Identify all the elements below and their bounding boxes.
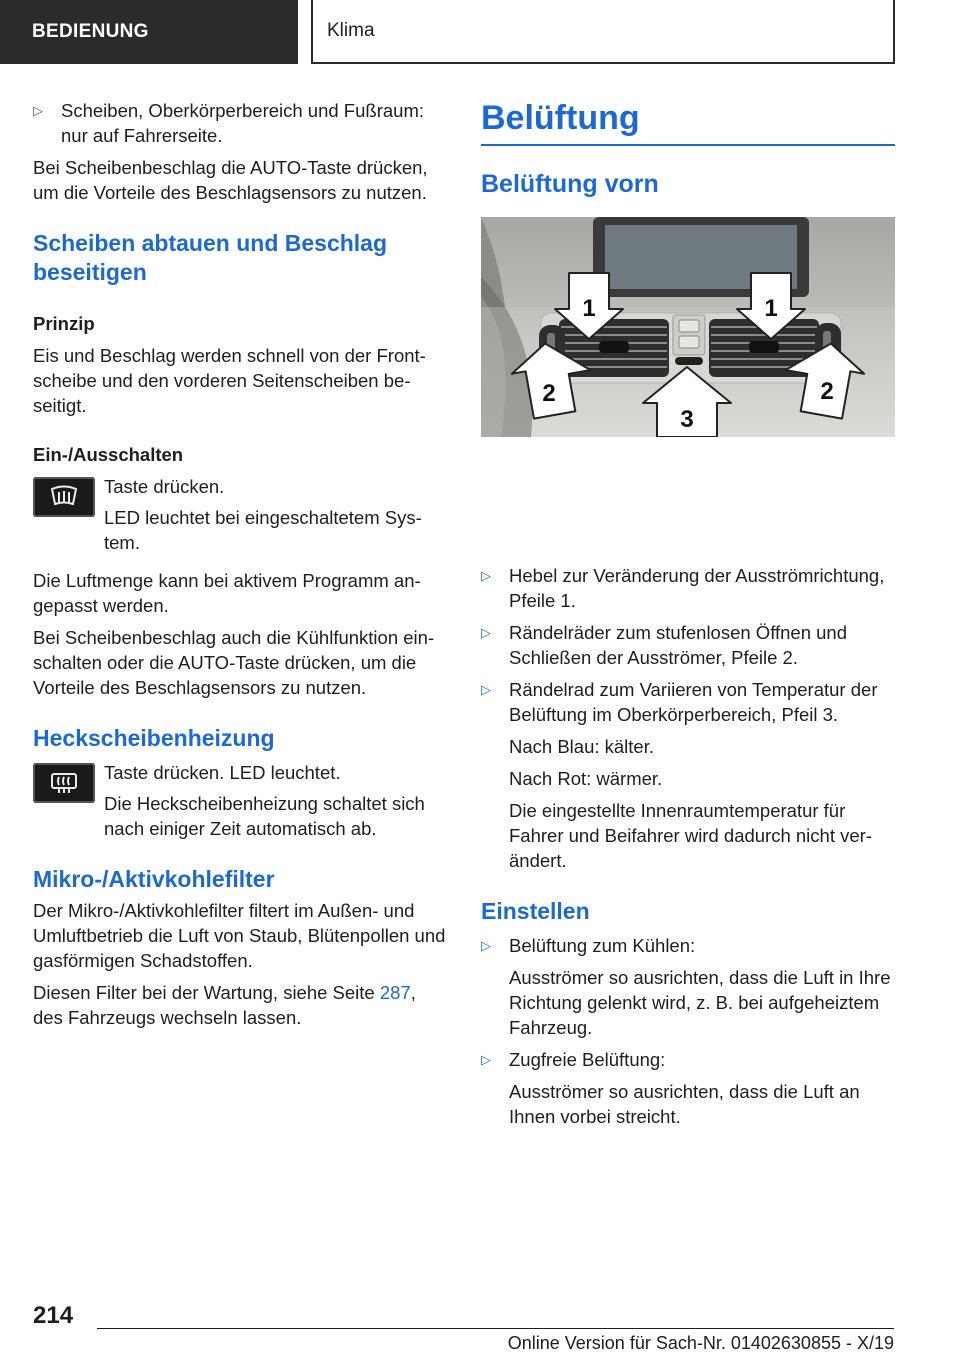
list-item: ▷ Zugfreie Belüftung: xyxy=(481,1049,666,1070)
page-header xyxy=(0,0,960,66)
list-item: ▷ Scheiben, Oberkörperbereich und Fußraum: nur auf Fahrerseite. xyxy=(33,100,424,146)
arrow-label-1-right: 1 xyxy=(764,295,778,322)
red-note: Nach Rot: wärmer. xyxy=(509,768,663,789)
rear-line-1: Taste drücken. LED leuchtet. xyxy=(104,762,341,783)
arrow-label-2-left: 2 xyxy=(542,380,556,407)
onoff-line-1: Taste drücken. xyxy=(104,476,225,497)
draft-text: Ausströmer so ausrichten, dass die Luft an Ihnen vorbei streicht. xyxy=(509,1081,860,1127)
list-item: ▷ Belüftung zum Kühlen: xyxy=(481,935,696,956)
page-number: 214 xyxy=(33,1302,74,1329)
temperature-note: Die eingestellte Innenraumtemperatur für Fahrer und Beifahrer wird dadurch nicht verändert. xyxy=(509,800,872,871)
footer-version: Online Version für Sach-Nr. 01402630855 - X/19 xyxy=(507,1333,894,1353)
vent-figure xyxy=(481,217,895,437)
section-tab: BEDIENUNG xyxy=(0,0,298,64)
right-column xyxy=(481,98,895,1129)
chapter-title: Klima xyxy=(311,0,895,64)
triangle-right-icon: ▷ xyxy=(481,625,491,640)
principle-text: Eis und Beschlag werden schnell von der Frontscheibe und den vorderen Seitenscheiben beseitigt. xyxy=(33,345,426,416)
triangle-right-icon: ▷ xyxy=(481,1052,491,1067)
defrost-block xyxy=(33,474,448,555)
page-link[interactable]: 287 xyxy=(379,982,411,1003)
rear-window-heating-icon xyxy=(33,763,95,803)
intro-paragraph: Bei Scheibenbeschlag die AUTO-Taste drücken, um die Vorteile des Beschlagsensors zu nutzen. xyxy=(33,157,428,203)
arrow-label-1-left: 1 xyxy=(582,295,596,322)
defrost-heading: Scheiben abtauen und Beschlag beseitigen xyxy=(33,230,388,285)
arrow-label-2-right: 2 xyxy=(820,378,834,405)
footer-rule xyxy=(97,1328,894,1329)
adjust-heading: Einstellen xyxy=(481,898,590,924)
main-heading: Belüftung xyxy=(481,99,640,137)
list-item: ▷ Hebel zur Veränderung der Ausströmrichtung, Pfeile 1. xyxy=(481,565,885,611)
cooling-paragraph: Bei Scheibenbeschlag auch die Kühlfunktion einschalten oder die AUTO-Taste drücken, um die Vorteile des Beschlagsensors zu nutzen. xyxy=(33,627,435,698)
airflow-paragraph: Die Luftmenge kann bei aktivem Programm angepasst werden. xyxy=(33,570,421,616)
heading-rule xyxy=(481,144,895,146)
onoff-line-2: LED leuchtet bei eingeschaltetem System. xyxy=(104,507,422,553)
blue-note: Nach Blau: kälter. xyxy=(509,736,654,757)
onoff-heading: Ein-/Ausschalten xyxy=(33,444,184,465)
list-item: ▷ Rändelrad zum Variieren von Temperatur der Belüftung im Oberkörperbereich, Pfeil 3. xyxy=(481,679,878,725)
defrost-button-icon xyxy=(33,477,95,517)
service-paragraph: Diesen Filter bei der Wartung, siehe Seite 287, des Fahrzeugs wechseln lassen. xyxy=(33,982,416,1028)
filter-paragraph: Der Mikro-/Aktivkohlefilter filtert im Außen- und Umluftbetrieb die Luft von Staub, Blütenpollen und gasförmigen Schadstoffen. xyxy=(33,900,446,971)
arrow-label-3: 3 xyxy=(680,406,694,433)
list-item: ▷ Rändelräder zum stufenlosen Öffnen und Schließen der Ausströmer, Pfeile 2. xyxy=(481,622,848,668)
rear-line-2: Die Heckscheibenheizung schaltet sich nach einiger Zeit automatisch ab. xyxy=(104,793,425,839)
rear-heating-block xyxy=(33,760,448,841)
dashboard-vents-illustration xyxy=(481,217,895,437)
triangle-right-icon: ▷ xyxy=(33,103,43,118)
cool-text: Ausströmer so ausrichten, dass die Luft in Ihre Richtung gelenkt wird, z. B. bei aufgeheiztem Fahrzeug. xyxy=(509,967,891,1038)
left-column xyxy=(33,98,448,1030)
triangle-right-icon: ▷ xyxy=(481,568,491,583)
triangle-right-icon: ▷ xyxy=(481,682,491,697)
principle-heading: Prinzip xyxy=(33,313,95,334)
rear-heating-heading: Heckscheibenheizung xyxy=(33,725,275,751)
triangle-right-icon: ▷ xyxy=(481,938,491,953)
filter-heading: Mikro-/Aktivkohlefilter xyxy=(33,866,275,892)
vent-list xyxy=(481,563,895,873)
sub-heading: Belüftung vorn xyxy=(481,170,659,198)
